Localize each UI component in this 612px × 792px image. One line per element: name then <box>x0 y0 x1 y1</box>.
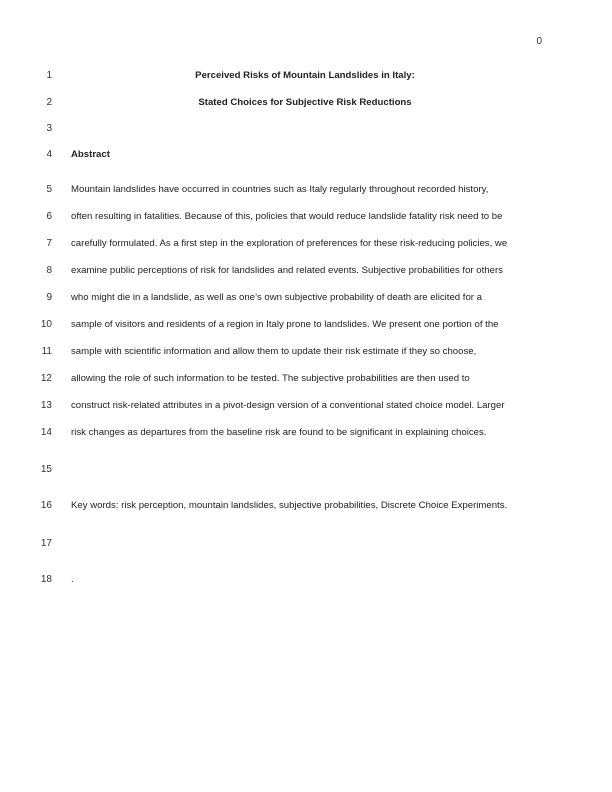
line-7 <box>0 235 612 253</box>
line-number: 6 <box>46 211 52 222</box>
line-10 <box>0 316 612 334</box>
abstract-heading: Abstract <box>71 149 110 160</box>
abstract-text-line: sample with scientific information and allow them to update their risk estimate if they so choose, <box>71 346 477 357</box>
line-number: 8 <box>46 265 52 276</box>
keywords-line: Key words: risk perception, mountain landslides, subjective probabilities, Discrete Choice Experiments. <box>71 500 508 511</box>
abstract-text-line: examine public perceptions of risk for landslides and related events. Subjective probabilities for others <box>71 265 503 276</box>
line-8 <box>0 262 612 280</box>
line-2 <box>0 94 612 112</box>
line-13 <box>0 397 612 415</box>
line-number: 7 <box>46 238 52 249</box>
line-12 <box>0 370 612 388</box>
line-16 <box>0 497 612 515</box>
page-number: 0 <box>536 36 542 47</box>
line-number: 2 <box>46 97 52 108</box>
line-6 <box>0 208 612 226</box>
line-number: 10 <box>40 319 52 330</box>
line-5 <box>0 181 612 199</box>
line-number: 5 <box>46 184 52 195</box>
trailing-period: . <box>71 574 74 585</box>
title-line-2: Stated Choices for Subjective Risk Reductions <box>198 97 412 108</box>
title-line-1: Perceived Risks of Mountain Landslides in Italy: <box>195 70 415 81</box>
abstract-text-line: construct risk-related attributes in a pivot-design version of a conventional stated choice model. Larger <box>71 400 505 411</box>
abstract-text-line: Mountain landslides have occurred in countries such as Italy regularly throughout recorded history, <box>71 184 489 195</box>
abstract-text-line: allowing the role of such information to be tested. The subjective probabilities are then used to <box>71 373 470 384</box>
line-15 <box>0 461 612 479</box>
line-number: 12 <box>40 373 52 384</box>
line-number: 14 <box>40 427 52 438</box>
line-11 <box>0 343 612 361</box>
abstract-text-line: who might die in a landslide, as well as one’s own subjective probability of death are elicited for a <box>71 292 482 303</box>
line-number: 15 <box>40 464 52 475</box>
line-3 <box>0 120 612 138</box>
line-number: 16 <box>40 500 52 511</box>
line-9 <box>0 289 612 307</box>
line-number: 13 <box>40 400 52 411</box>
abstract-text-line: sample of visitors and residents of a region in Italy prone to landslides. We present one portion of the <box>71 319 499 330</box>
abstract-text-line: risk changes as departures from the baseline risk are found to be significant in explaining choices. <box>71 427 487 438</box>
line-18 <box>0 571 612 589</box>
abstract-text-line: often resulting in fatalities. Because of this, policies that would reduce landslide fatality risk need to be <box>71 211 503 222</box>
line-1 <box>0 67 612 85</box>
line-number: 1 <box>46 70 52 81</box>
line-4 <box>0 146 612 164</box>
line-number: 11 <box>41 346 52 357</box>
line-17 <box>0 535 612 553</box>
line-14 <box>0 424 612 442</box>
abstract-text-line: carefully formulated. As a first step in the exploration of preferences for these risk-reducing policies, we <box>71 238 508 249</box>
line-number: 9 <box>46 292 52 303</box>
line-number: 17 <box>40 538 52 549</box>
line-number: 18 <box>40 574 52 585</box>
line-number: 4 <box>46 149 52 160</box>
line-number: 3 <box>46 123 52 134</box>
